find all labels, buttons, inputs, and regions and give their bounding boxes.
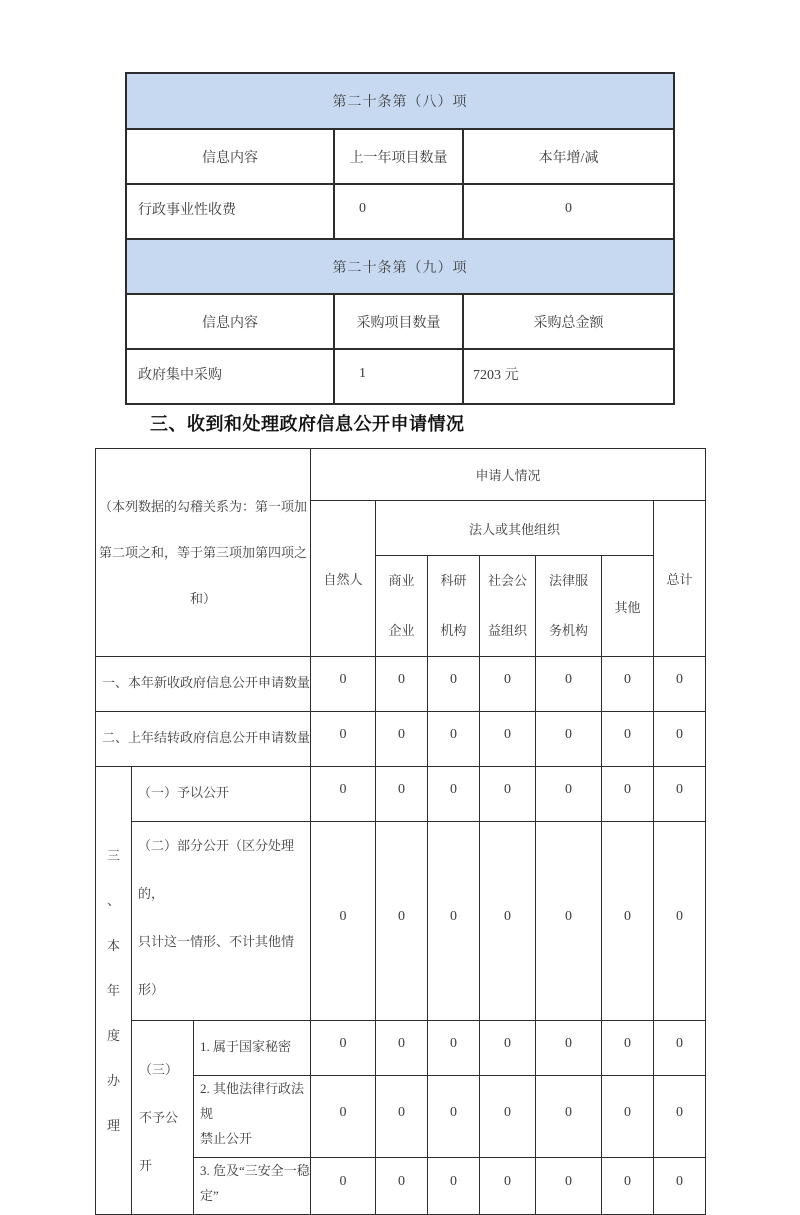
value-cell: 0 xyxy=(536,1076,602,1158)
value-cell: 0 xyxy=(311,657,376,712)
value-cell: 0 xyxy=(654,767,706,822)
value-cell: 0 xyxy=(376,822,428,1021)
item9-row-label: 政府集中采购 xyxy=(126,349,334,404)
value-cell: 0 xyxy=(311,1021,376,1076)
value-cell: 0 xyxy=(654,822,706,1021)
label-line: 3. 危及“三安全一稳 xyxy=(200,1163,310,1178)
row-partial-label xyxy=(132,822,311,1021)
header-line: 商业 xyxy=(388,573,415,588)
value-cell: 0 xyxy=(602,822,654,1021)
total-header-cell: 总计 xyxy=(654,501,706,657)
vertical-char: 、 xyxy=(106,893,120,908)
value-cell: 0 xyxy=(428,1021,480,1076)
item9-table-title: 第二十条第（九）项 xyxy=(126,239,674,294)
research-institution-header-cell xyxy=(428,556,480,657)
item9-col-header-amount: 采购总金额 xyxy=(463,294,674,349)
vertical-char: 年 xyxy=(106,983,120,998)
row-new-requests-label: 一、本年新收政府信息公开申请数量 xyxy=(96,657,311,712)
vertical-char: 三 xyxy=(106,848,120,863)
row-state-secret-label: 1. 属于国家秘密 xyxy=(194,1021,311,1076)
value-cell: 0 xyxy=(602,767,654,822)
label-line: （二）部分公开（区分处理的， xyxy=(138,838,295,901)
value-cell: 0 xyxy=(602,1158,654,1215)
value-cell: 0 xyxy=(536,822,602,1021)
item8-col-header-info: 信息内容 xyxy=(126,129,334,184)
value-cell: 0 xyxy=(536,1021,602,1076)
header-line: 法律服 xyxy=(548,573,588,588)
item8-prev-value: 0 xyxy=(334,184,463,239)
value-cell: 0 xyxy=(654,1021,706,1076)
value-cell: 0 xyxy=(654,712,706,767)
value-cell: 0 xyxy=(311,822,376,1021)
public-welfare-org-header-cell xyxy=(480,556,536,657)
value-cell: 0 xyxy=(311,767,376,822)
value-cell: 0 xyxy=(376,657,428,712)
label-line: 禁止公开 xyxy=(200,1131,253,1146)
item8-col-header-prev-year: 上一年项目数量 xyxy=(334,129,463,184)
value-cell: 0 xyxy=(376,767,428,822)
value-cell: 0 xyxy=(480,1158,536,1215)
legal-service-header-cell xyxy=(536,556,602,657)
value-cell: 0 xyxy=(480,712,536,767)
item8-table-title: 第二十条第（八）项 xyxy=(126,73,674,129)
value-cell: 0 xyxy=(376,1158,428,1215)
value-cell: 0 xyxy=(480,1076,536,1158)
applicant-header-cell: 申请人情况 xyxy=(311,449,706,501)
request-handling-table xyxy=(95,448,706,1215)
value-cell: 0 xyxy=(654,1158,706,1215)
label-line: 开 xyxy=(139,1157,153,1173)
vertical-char: 办 xyxy=(106,1073,120,1088)
value-cell: 0 xyxy=(480,822,536,1021)
value-cell: 0 xyxy=(602,1076,654,1158)
vertical-char: 理 xyxy=(106,1118,120,1133)
row-carryover-requests-label: 二、上年结转政府信息公开申请数量 xyxy=(96,712,311,767)
vertical-char: 本 xyxy=(106,938,120,953)
header-line: 益组织 xyxy=(487,623,527,638)
commercial-enterprise-header-cell xyxy=(376,556,428,657)
value-cell: 0 xyxy=(428,767,480,822)
note-line: 第二项之和，等于第三项加第四项之 xyxy=(98,544,307,560)
value-cell: 0 xyxy=(311,1076,376,1158)
header-line: 务机构 xyxy=(548,623,588,638)
value-cell: 0 xyxy=(376,712,428,767)
value-cell: 0 xyxy=(536,657,602,712)
natural-person-header-cell: 自然人 xyxy=(311,501,376,657)
value-cell: 0 xyxy=(311,712,376,767)
label-line: 2. 其他法律行政法规 xyxy=(200,1081,305,1121)
value-cell: 0 xyxy=(536,712,602,767)
other-org-header-cell: 其他 xyxy=(602,556,654,657)
header-line: 机构 xyxy=(440,623,467,638)
value-cell: 0 xyxy=(536,1158,602,1215)
row-safety-stability-label xyxy=(194,1158,311,1215)
section-heading: 三、收到和处理政府信息公开申请情况 xyxy=(150,414,465,434)
item8-change-value: 0 xyxy=(463,184,674,239)
value-cell: 0 xyxy=(602,1021,654,1076)
section-three-vertical-label xyxy=(96,767,132,1215)
header-line: 科研 xyxy=(440,573,467,588)
reconciliation-note-cell xyxy=(96,449,311,657)
legal-org-header-cell: 法人或其他组织 xyxy=(376,501,654,556)
item9-count-value: 1 xyxy=(334,349,463,404)
no-disclosure-label-cell xyxy=(132,1021,194,1215)
label-line: 定” xyxy=(200,1188,219,1203)
article20-item8-table xyxy=(125,72,675,240)
article20-item9-table xyxy=(125,238,675,405)
value-cell: 0 xyxy=(311,1158,376,1215)
value-cell: 0 xyxy=(428,1158,480,1215)
row-law-forbidden-label xyxy=(194,1076,311,1158)
note-line: （本列数据的勾稽关系为：第一项加 xyxy=(98,498,307,514)
label-line: 不予公 xyxy=(139,1109,179,1125)
item9-amount-value: 7203 元 xyxy=(463,349,674,404)
value-cell: 0 xyxy=(428,657,480,712)
value-cell: 0 xyxy=(480,1021,536,1076)
item8-row-label: 行政事业性收费 xyxy=(126,184,334,239)
value-cell: 0 xyxy=(480,767,536,822)
header-line: 企业 xyxy=(388,623,415,638)
value-cell: 0 xyxy=(376,1021,428,1076)
item9-col-header-info: 信息内容 xyxy=(126,294,334,349)
value-cell: 0 xyxy=(654,1076,706,1158)
value-cell: 0 xyxy=(480,657,536,712)
value-cell: 0 xyxy=(654,657,706,712)
header-line: 社会公 xyxy=(487,573,527,588)
value-cell: 0 xyxy=(602,657,654,712)
value-cell: 0 xyxy=(428,1076,480,1158)
item9-col-header-count: 采购项目数量 xyxy=(334,294,463,349)
note-line: 和） xyxy=(189,590,216,606)
value-cell: 0 xyxy=(376,1076,428,1158)
value-cell: 0 xyxy=(536,767,602,822)
value-cell: 0 xyxy=(428,712,480,767)
vertical-char: 度 xyxy=(106,1028,120,1043)
label-line: 只计这一情形、不计其他情形） xyxy=(138,934,295,997)
item8-col-header-change: 本年增/减 xyxy=(463,129,674,184)
value-cell: 0 xyxy=(428,822,480,1021)
label-line: （三） xyxy=(139,1061,179,1077)
value-cell: 0 xyxy=(602,712,654,767)
row-granted-label: （一）予以公开 xyxy=(132,767,311,822)
